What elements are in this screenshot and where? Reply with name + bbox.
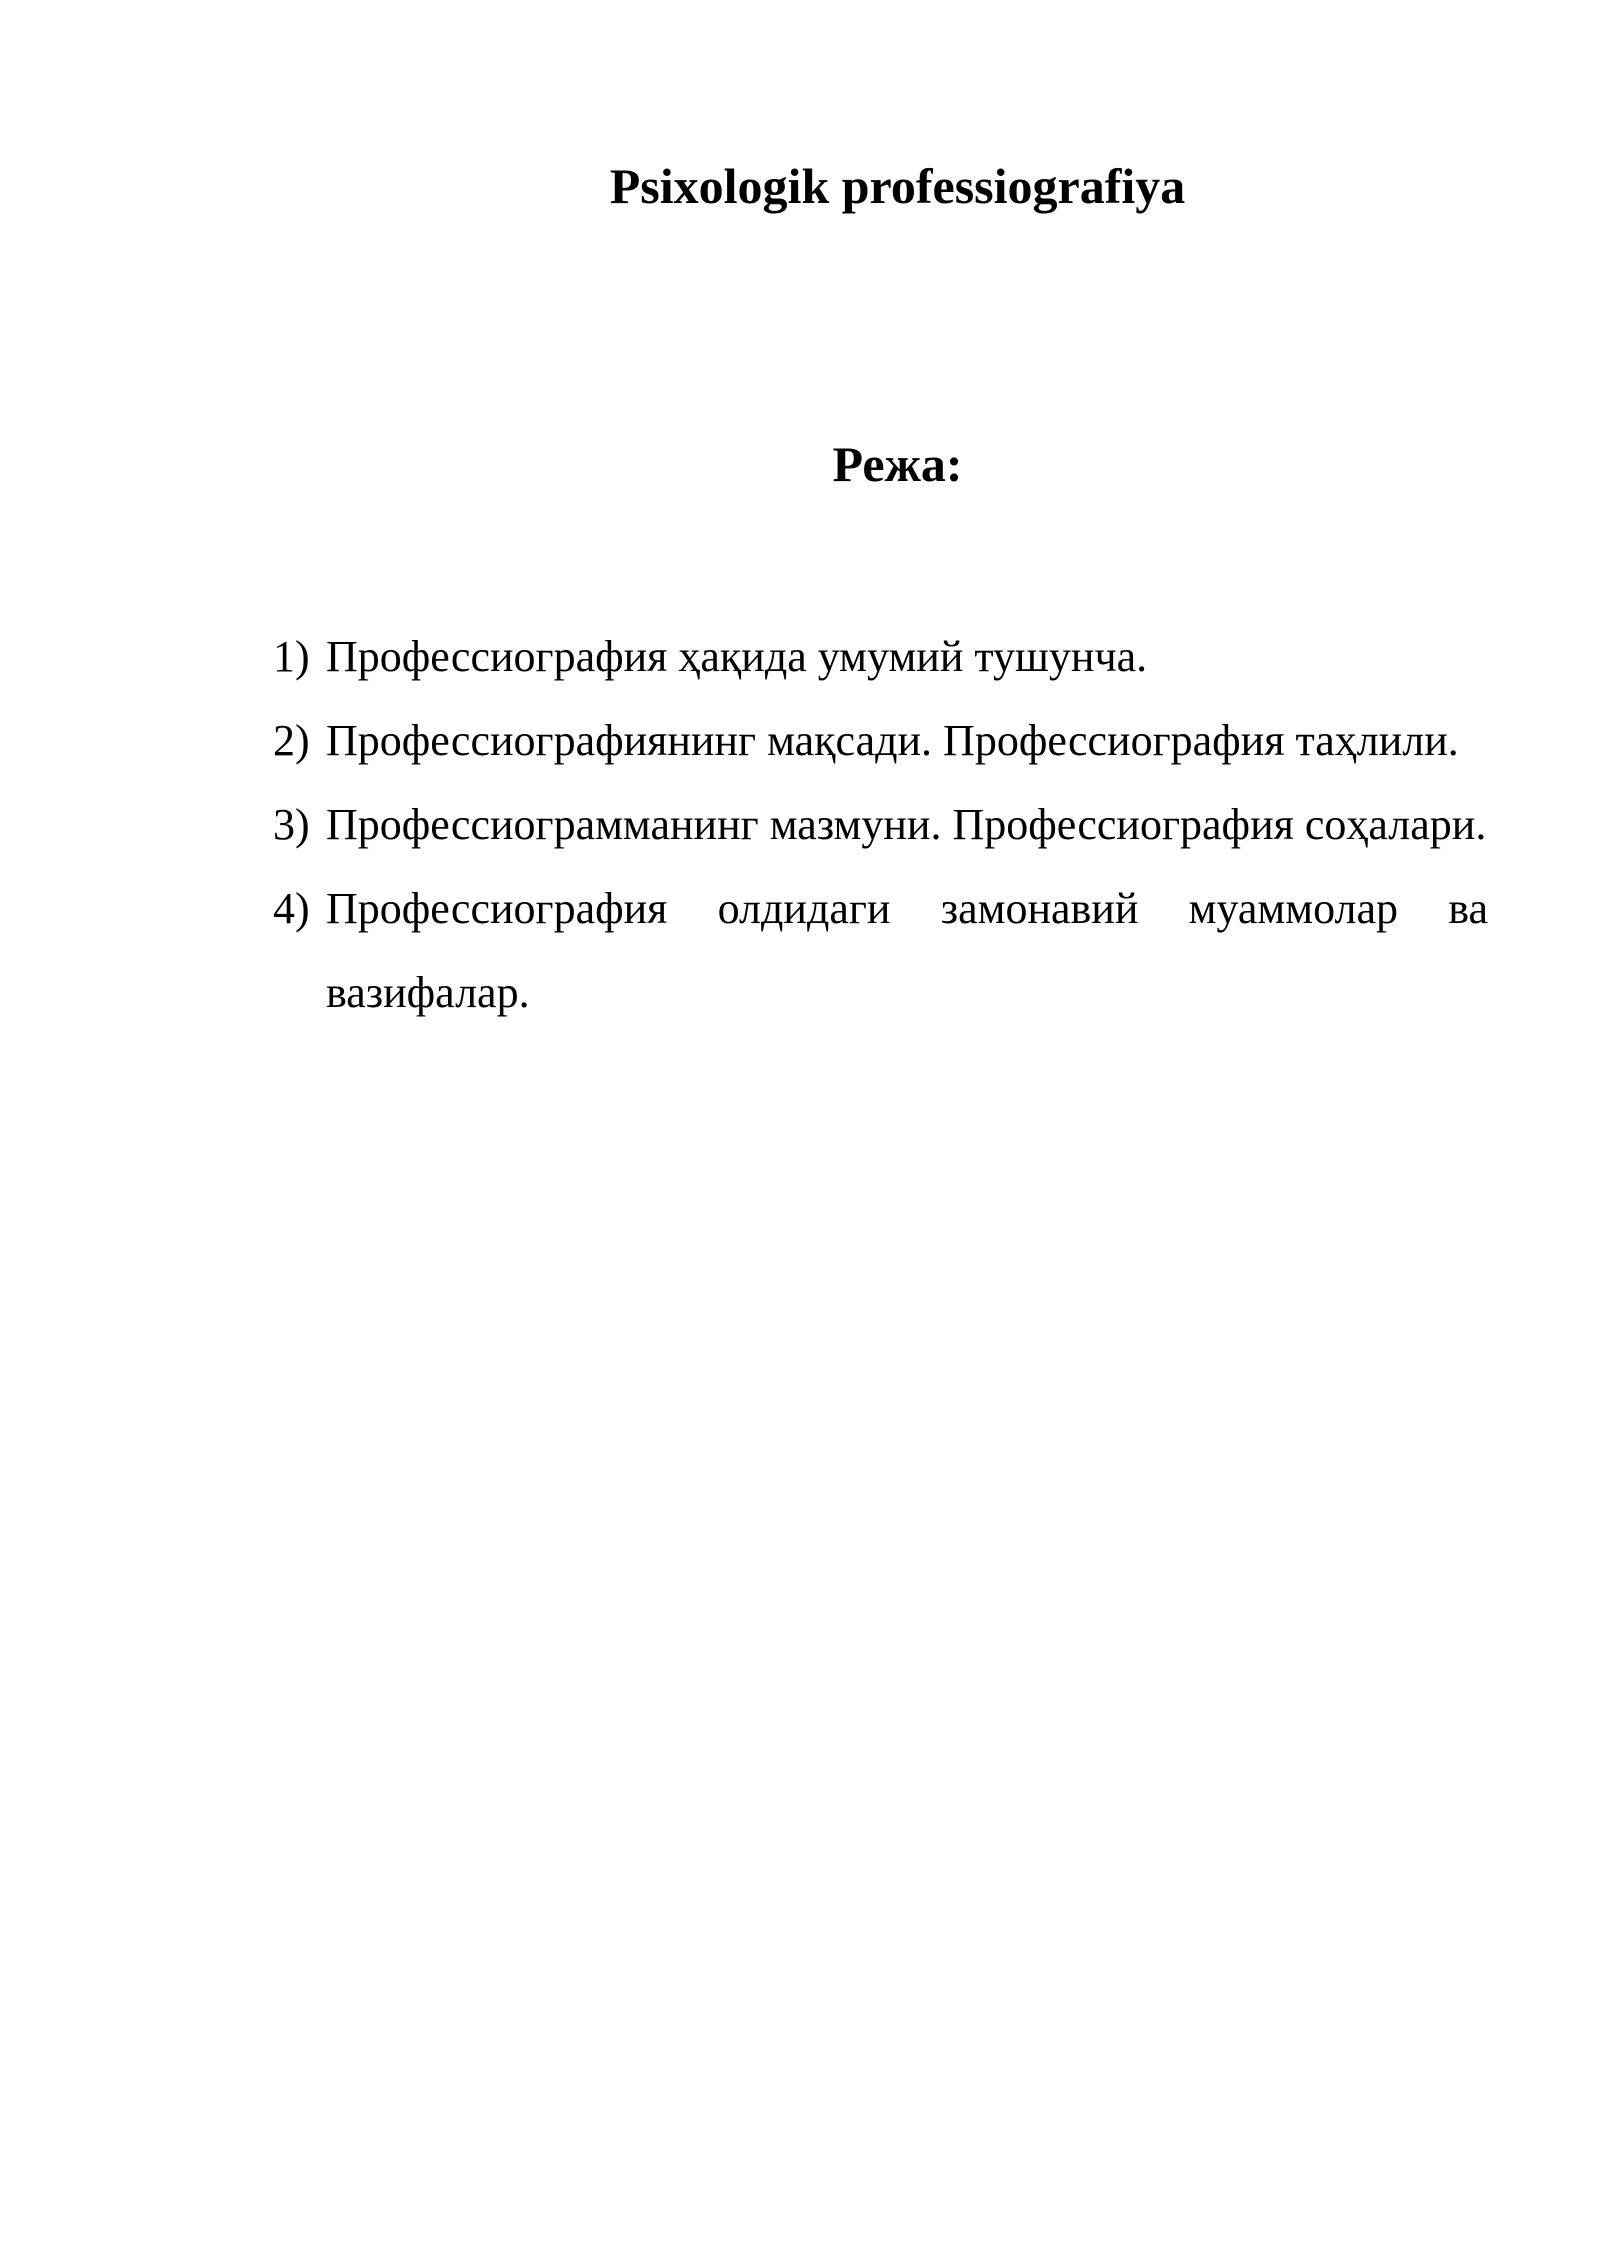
plan-item-number: 2) (273, 716, 310, 765)
plan-heading: Режа: (832, 436, 963, 492)
plan-item-number: 4) (273, 884, 310, 933)
plan-item-number: 1) (273, 632, 310, 681)
plan-item-1 (273, 615, 1488, 699)
plan-item-text: Профессиография ҳақида умумий тушунча. (326, 632, 1148, 681)
plan-item-text: Профессиография олдидаги замонавий муаммолар ва вазифалар. (326, 884, 1488, 1017)
plan-item-2 (273, 699, 1488, 783)
plan-item-text: Профессиограмманинг мазмуни. Профессиография соҳалари. (326, 800, 1487, 849)
plan-item-4 (273, 867, 1488, 1035)
plan-list (273, 615, 1488, 1035)
plan-item-3 (273, 783, 1488, 867)
plan-item-number: 3) (273, 800, 310, 849)
document-title: Psixologik professiografiya (609, 158, 1186, 214)
plan-item-text: Профессиографиянинг мақсади. Профессиография таҳлили. (326, 716, 1459, 765)
